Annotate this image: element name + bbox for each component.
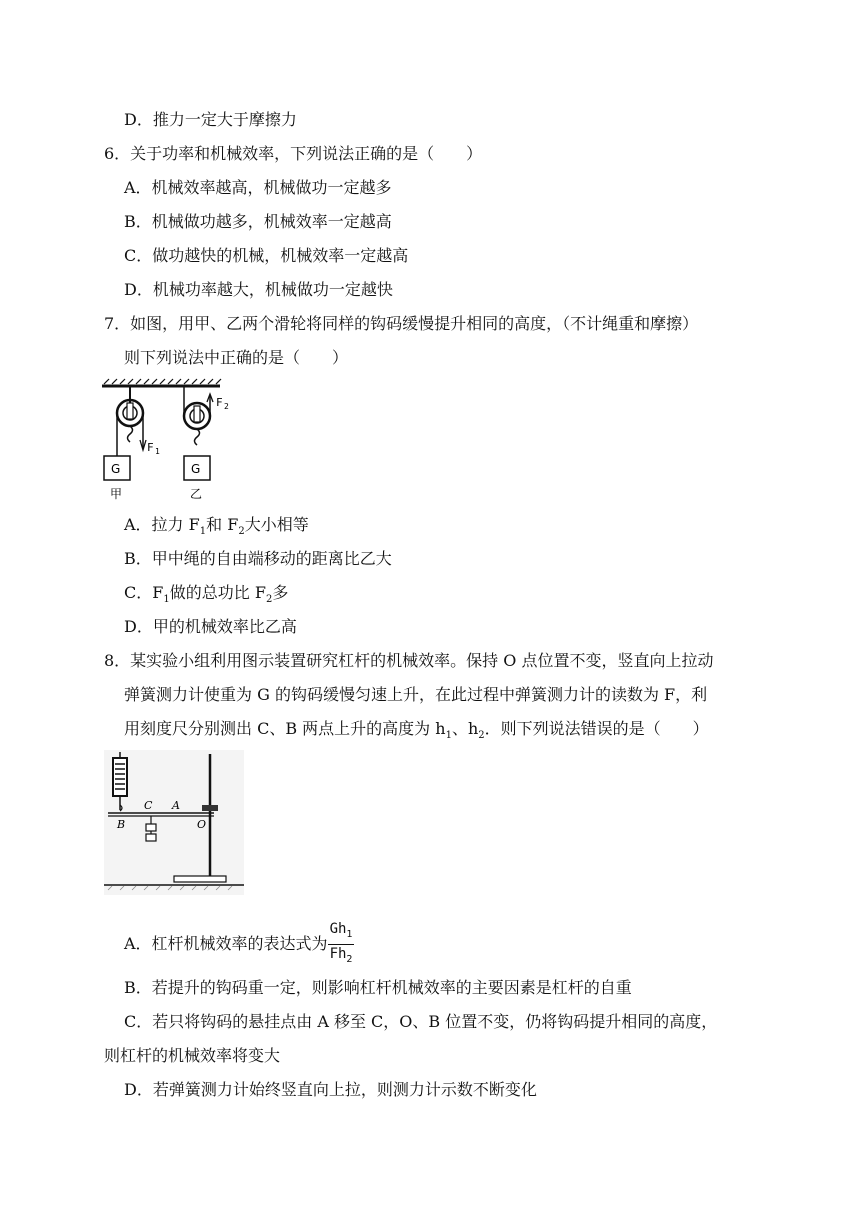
point-c-label: C xyxy=(144,799,153,812)
q7-option-c: C．$F_1$做的总功比 $F_2$多 xyxy=(124,583,289,606)
force2-sub: 2 xyxy=(224,402,229,411)
q6-option-b: B．机械做功越多，机械效率一定越高 xyxy=(124,212,392,231)
q8-option-c-line2: 则杠杆的机械效率将变大 xyxy=(104,1046,281,1065)
q7-stem-line1: 7．如图，用甲、乙两个滑轮将同样的钩码缓慢提升相同的高度，（不计绳重和摩擦） xyxy=(104,314,699,333)
q6-option-a: A．机械效率越高，机械做功一定越多 xyxy=(124,178,392,197)
q8-option-c-line1: C．若只将钩码的悬挂点由 A 移至 C，O、B 位置不变，仍将钩码提升相同的高度， xyxy=(124,1012,718,1031)
force2-label: F xyxy=(216,396,223,409)
force1-sub: 1 xyxy=(155,447,160,456)
weight-label-left: G xyxy=(111,462,121,476)
lever-figure xyxy=(104,750,244,895)
q5-option-d: D．推力一定大于摩擦力 xyxy=(124,110,297,129)
q6-option-d: D．机械功率越大，机械做功一定越快 xyxy=(124,280,393,299)
point-o-label: O xyxy=(197,818,207,831)
q6-stem: 6．关于功率和机械效率，下列说法正确的是（ ） xyxy=(104,144,483,163)
point-b-label: B xyxy=(117,818,126,831)
q7-stem-line2: 则下列说法中正确的是（ ） xyxy=(124,348,349,367)
efficiency-fraction: $\frac{Gh_1}{Fh_2}$ xyxy=(329,921,353,965)
q7-option-a: A．拉力 $F_1$和 $F_2$大小相等 xyxy=(124,515,309,538)
weight-label-right: G xyxy=(191,462,201,476)
force1-label: F xyxy=(147,441,154,454)
q8-option-b: B．若提升的钩码重一定，则影响杠杆机械效率的主要因素是杠杆的自重 xyxy=(124,978,632,997)
label-jia: 甲 xyxy=(110,487,123,501)
q7-option-b: B．甲中绳的自由端移动的距离比乙大 xyxy=(124,549,392,568)
ceiling xyxy=(102,379,221,386)
q8-option-a: A．杠杆机械效率的表达式为 $\frac{Gh_1}{Fh_2}$ xyxy=(124,920,354,968)
pulley-figure xyxy=(100,378,240,503)
q8-stem-line1: 8．某实验小组利用图示装置研究杠杆的机械效率。保持 O 点位置不变，竖直向上拉动 xyxy=(104,651,714,670)
q8-stem-line2: 弹簧测力计使重为 G 的钩码缓慢匀速上升，在此过程中弹簧测力计的读数为 F，利 xyxy=(124,685,708,704)
q7-option-d: D．甲的机械效率比乙高 xyxy=(124,617,297,636)
q8-option-d: D．若弹簧测力计始终竖直向上拉，则测力计示数不断变化 xyxy=(124,1080,537,1099)
point-a-label: A xyxy=(172,799,180,812)
label-yi: 乙 xyxy=(190,487,203,501)
q8-stem-line3: 用刻度尺分别测出 C、B 两点上升的高度为 $h_1$、$h_2$．则下列说法错误的是（ ） xyxy=(124,719,709,742)
q6-option-c: C．做功越快的机械，机械效率一定越高 xyxy=(124,246,409,265)
